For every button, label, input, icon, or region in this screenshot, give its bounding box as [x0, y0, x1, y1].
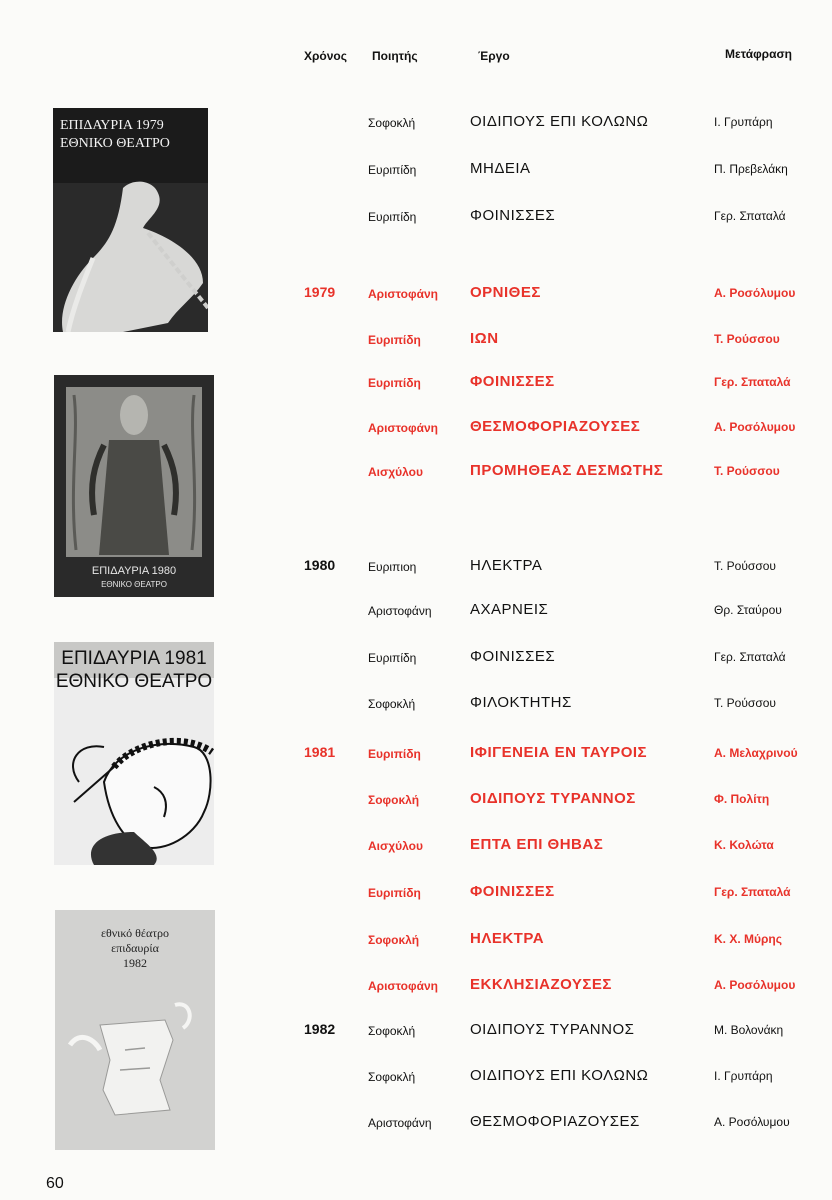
header-poet: Ποιητής [372, 49, 418, 63]
header-year: Χρόνος [304, 49, 348, 63]
row-work: ΜΗΔΕΙΑ [470, 160, 531, 177]
row-translation: Θρ. Σταύρου [714, 603, 782, 617]
row-translation: Α. Ροσόλυμου [714, 286, 796, 300]
row-poet: Ευριπίδη [368, 886, 421, 900]
row-work: ΘΕΣΜΟΦΟΡΙΑΖΟΥΣΕΣ [470, 418, 641, 435]
row-poet: Σοφοκλή [368, 1024, 416, 1038]
table-row [0, 1113, 832, 1135]
table-row [0, 883, 832, 905]
row-year: 1982 [304, 1021, 336, 1037]
poster-title-line: ΕΠΙΔΑΥΡΙΑ 1981 [61, 648, 207, 669]
row-poet: Αριστοφάνη [368, 604, 432, 618]
row-translation: Γερ. Σπαταλά [714, 209, 786, 223]
table-row [0, 557, 832, 579]
row-work: ΟΡΝΙΘΕΣ [470, 284, 541, 301]
row-translation: Τ. Ρούσσου [714, 559, 776, 573]
row-work: ΟΙΔΙΠΟΥΣ ΤΥΡΑΝΝΟΣ [470, 790, 636, 807]
table-row [0, 976, 832, 998]
table-row [0, 462, 832, 484]
table-row [0, 836, 832, 858]
row-work: ΟΙΔΙΠΟΥΣ ΕΠΙ ΚΟΛΩΝΩ [470, 1067, 649, 1084]
table-row [0, 160, 832, 182]
header-translation: Μετάφραση [725, 47, 793, 61]
row-translation: Γερ. Σπαταλά [714, 885, 791, 899]
table-row [0, 330, 832, 352]
header-work: Έργο [478, 49, 510, 63]
row-work: ΦΙΛΟΚΤΗΤΗΣ [470, 694, 572, 711]
row-work: ΑΧΑΡΝΕΙΣ [470, 601, 549, 618]
row-translation: Τ. Ρούσσου [714, 464, 780, 478]
row-work: ΕΠΤΑ ΕΠΙ ΘΗΒΑΣ [470, 836, 604, 853]
table-row [0, 1021, 832, 1043]
row-work: ΗΛΕΚΤΡΑ [470, 930, 545, 947]
row-translation: Κ. Χ. Μύρης [714, 932, 782, 946]
row-translation: Φ. Πολίτη [714, 792, 770, 806]
table-row [0, 207, 832, 229]
row-work: ΟΙΔΙΠΟΥΣ ΤΥΡΑΝΝΟΣ [470, 1021, 635, 1038]
row-translation: Κ. Κολώτα [714, 838, 774, 852]
row-year: 1981 [304, 744, 336, 760]
table-row [0, 694, 832, 716]
row-translation: Ι. Γρυπάρη [714, 1069, 773, 1083]
row-poet: Ευριπίδη [368, 376, 421, 390]
row-work: ΕΚΚΛΗΣΙΑΖΟΥΣΕΣ [470, 976, 612, 993]
row-translation: Γερ. Σπαταλά [714, 375, 791, 389]
table-row [0, 648, 832, 670]
row-poet: Αριστοφάνη [368, 1116, 432, 1130]
row-translation: Τ. Ρούσσου [714, 696, 776, 710]
row-poet: Σοφοκλή [368, 697, 416, 711]
table-row [0, 744, 832, 766]
poster-subtitle-line: επιδαυρία [111, 941, 159, 955]
row-translation: Γερ. Σπαταλά [714, 650, 786, 664]
row-work: ΙΦΙΓΕΝΕΙΑ ΕΝ ΤΑΥΡΟΙΣ [470, 744, 648, 761]
row-work: ΗΛΕΚΤΡΑ [470, 557, 543, 574]
page-number: 60 [46, 1175, 64, 1192]
row-translation: Α. Μελαχρινού [714, 746, 798, 760]
row-year: 1979 [304, 284, 336, 300]
row-work: ΦΟΙΝΙΣΣΕΣ [470, 883, 555, 900]
table-row [0, 373, 832, 395]
row-poet: Σοφοκλή [368, 793, 420, 807]
row-translation: Π. Πρεβελάκη [714, 162, 788, 176]
row-poet: Ευριπίδη [368, 651, 417, 665]
row-poet: Αριστοφάνη [368, 421, 438, 435]
row-year: 1980 [304, 557, 336, 573]
row-poet: Σοφοκλή [368, 116, 416, 130]
poster-subtitle-line: ΕΘΝΙΚΟ ΘΕΑΤΡΟ [55, 671, 213, 692]
row-poet: Σοφοκλή [368, 1070, 416, 1084]
poster-title-line: εθνικό θέατρο [100, 926, 170, 940]
poster-subtitle-line: ΕΘΝΙΚΟ ΘΕΑΤΡΟ [60, 136, 170, 151]
table-row [0, 930, 832, 952]
row-poet: Ευριπιοη [368, 560, 417, 574]
row-translation: Ι. Γρυπάρη [714, 115, 773, 129]
row-poet: Ευριπίδη [368, 333, 421, 347]
row-work: ΠΡΟΜΗΘΕΑΣ ΔΕΣΜΩΤΗΣ [470, 462, 664, 479]
table-row [0, 113, 832, 135]
row-translation: Μ. Βολονάκη [714, 1023, 784, 1037]
row-work: ΘΕΣΜΟΦΟΡΙΑΖΟΥΣΕΣ [470, 1113, 640, 1130]
row-poet: Αριστοφάνη [368, 287, 438, 301]
row-translation: Α. Ροσόλυμου [714, 420, 796, 434]
row-poet: Ευριπίδη [368, 210, 417, 224]
table-row [0, 284, 832, 306]
row-work: ΟΙΔΙΠΟΥΣ ΕΠΙ ΚΟΛΩΝΩ [470, 113, 649, 130]
row-poet: Σοφοκλή [368, 933, 420, 947]
row-work: ΦΟΙΝΙΣΣΕΣ [470, 648, 556, 665]
poster-title-line: ΕΠΙΔΑΥΡΙΑ 1980 [91, 565, 177, 577]
row-translation: Τ. Ρούσσου [714, 332, 780, 346]
row-work: ΦΟΙΝΙΣΣΕΣ [470, 373, 555, 390]
row-translation: Α. Ροσόλυμου [714, 978, 796, 992]
table-row [0, 790, 832, 812]
poster-subtitle-line: ΕΘΝΙΚΟ ΘΕΑΤΡΟ [101, 580, 167, 589]
row-poet: Αισχύλου [368, 839, 423, 853]
row-poet: Ευριπίδη [368, 163, 417, 177]
table-row [0, 418, 832, 440]
poster-title-line: ΕΠΙΔΑΥΡΙΑ 1979 [60, 118, 164, 133]
poster-year-line: 1982 [123, 956, 147, 970]
table-row [0, 601, 832, 623]
row-poet: Αισχύλου [368, 465, 423, 479]
table-row [0, 1067, 832, 1089]
row-work: ΦΟΙΝΙΣΣΕΣ [470, 207, 556, 224]
row-translation: Α. Ροσόλυμου [714, 1115, 790, 1129]
row-poet: Ευριπίδη [368, 747, 421, 761]
row-poet: Αριστοφάνη [368, 979, 438, 993]
row-work: ΙΩΝ [470, 330, 499, 347]
